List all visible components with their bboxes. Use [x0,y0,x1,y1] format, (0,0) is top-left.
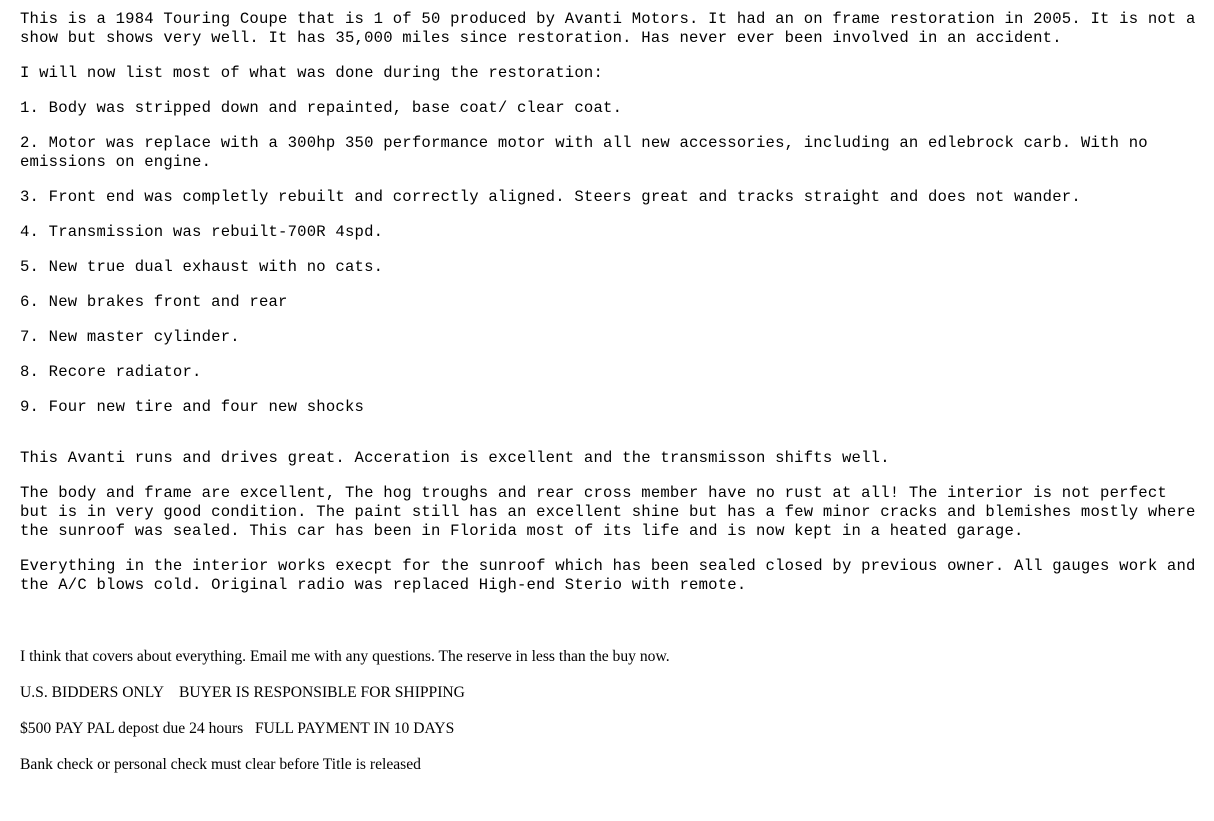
restoration-item: 8. Recore radiator. [20,363,202,381]
restoration-item: 6. New brakes front and rear [20,293,288,311]
spacer [20,433,1200,449]
listing-description [20,10,1206,791]
restoration-item: 4. Transmission was rebuilt-700R 4spd. [20,223,384,241]
condition-section [20,449,1206,595]
title-release-terms: Bank check or personal check must clear before Title is released [20,756,421,773]
restoration-item: 5. New true dual exhaust with no cats. [20,258,384,276]
condition-paragraph: This Avanti runs and drives great. Acceration is excellent and the transmisson shifts well. [20,449,890,467]
restoration-item: 3. Front end was completly rebuilt and correctly aligned. Steers great and tracks straight and does not wander. [20,188,1081,206]
condition-paragraph: The body and frame are excellent, The hog troughs and rear cross member have no rust at all! The interior is not perfect but is in very good condition. The paint still has an excellent shine but has a few minor cracks and blemishes mostly where the sunroof was sealed. This car has been in Florida most of its life and is now kept in a heated garage. [20,484,1206,540]
bidder-shipping-terms: U.S. BIDDERS ONLY BUYER IS RESPONSIBLE FOR SHIPPING [20,684,465,701]
restoration-item: 7. New master cylinder. [20,328,240,346]
restoration-item: 9. Four new tire and four new shocks [20,398,365,416]
payment-terms: $500 PAY PAL depost due 24 hours FULL PAYMENT IN 10 DAYS [20,720,455,737]
intro-paragraph: This is a 1984 Touring Coupe that is 1 of 50 produced by Avanti Motors. It had an on frame restoration in 2005. It is not a show but shows very well. It has 35,000 miles since restoration. Has never ever been involved in an accident. [20,10,1206,47]
restoration-list-intro: I will now list most of what was done during the restoration: [20,64,604,82]
restoration-item: 2. Motor was replace with a 300hp 350 performance motor with all new accessories, including an edlebrock carb. With no emissions on engine. [20,134,1158,171]
condition-paragraph: Everything in the interior works execpt for the sunroof which has been sealed closed by previous owner. All gauges work and the A/C blows cold. Original radio was replaced High-end Sterio with remote. [20,557,1206,594]
terms-section [20,647,1200,775]
spacer [20,611,1200,647]
restoration-item: 1. Body was stripped down and repainted, base coat/ clear coat. [20,99,623,117]
restoration-list [20,99,1200,417]
closing-note: I think that covers about everything. Email me with any questions. The reserve in less than the buy now. [20,648,670,665]
